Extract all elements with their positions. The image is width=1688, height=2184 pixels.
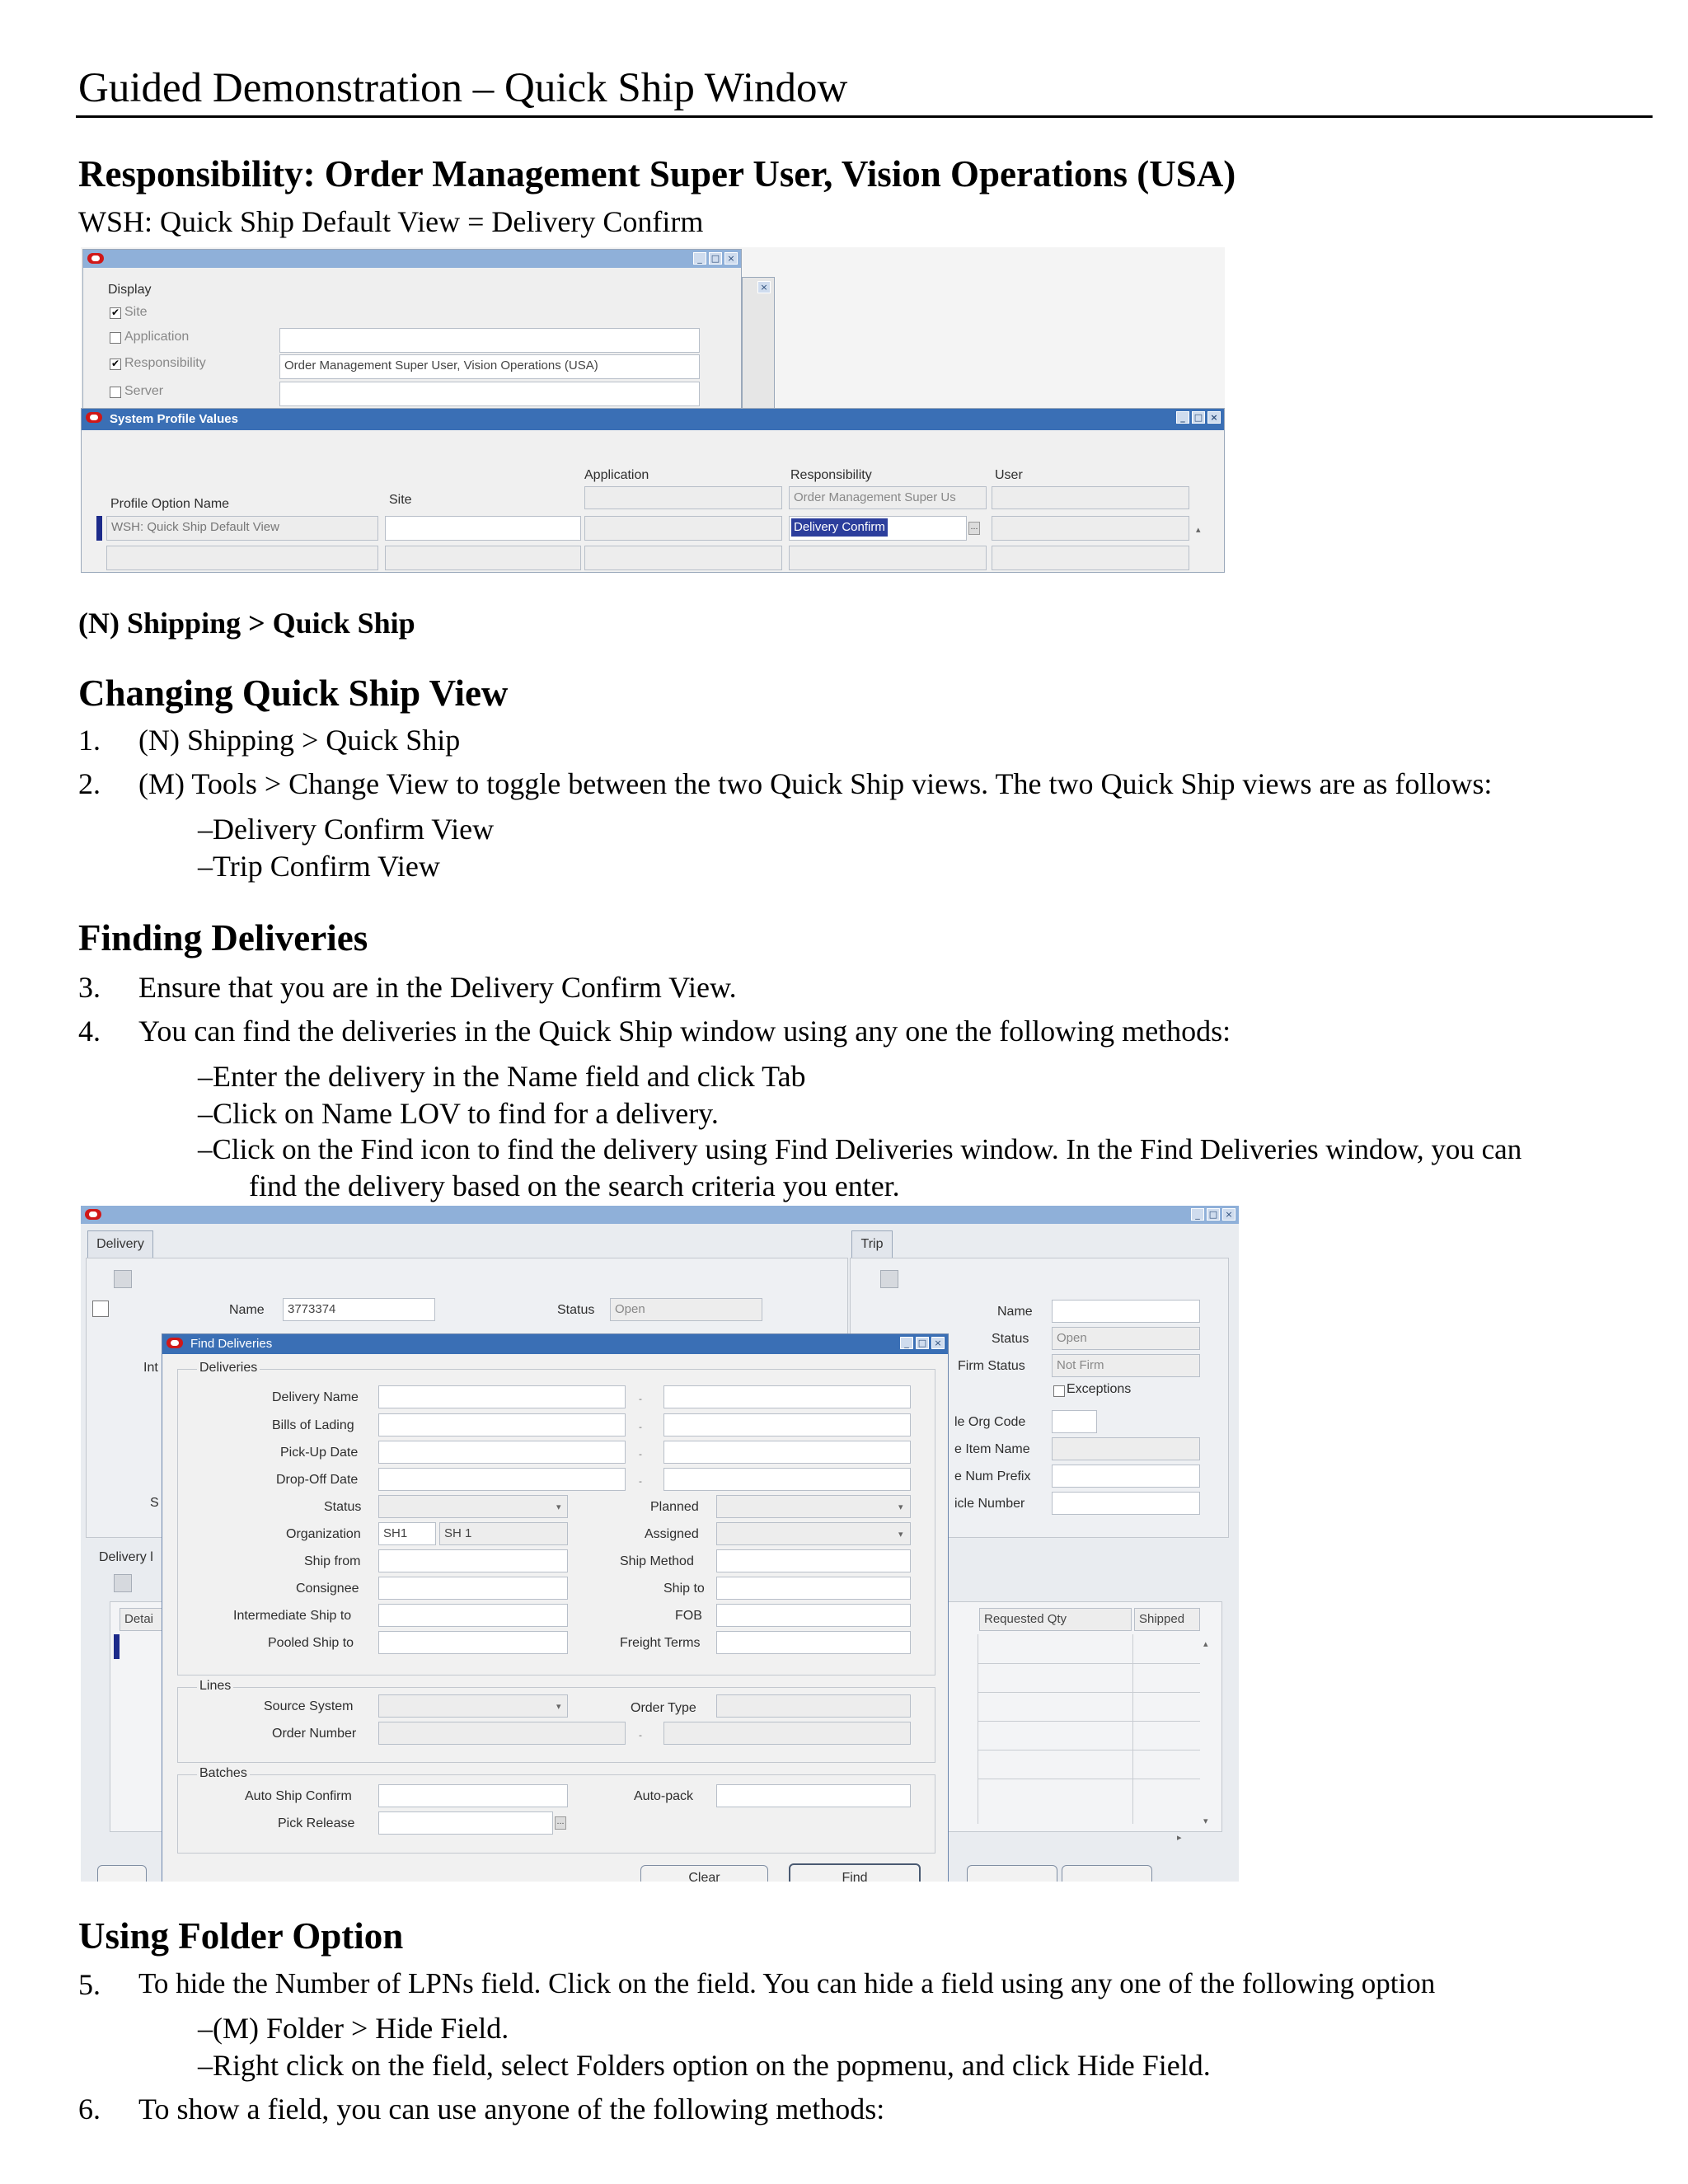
org-code-field[interactable]: [1052, 1410, 1097, 1433]
quick-ship-button[interactable]: [967, 1865, 1057, 1882]
ship-from-field[interactable]: [378, 1549, 568, 1572]
assigned-label: Assigned: [645, 1527, 699, 1541]
step-number: 2.: [78, 767, 101, 800]
quick-ship-titlebar: [81, 1206, 1239, 1224]
navigation-path: (N) Shipping > Quick Ship: [78, 607, 415, 640]
intermediate-ship-to-label: Intermediate Ship to: [233, 1609, 352, 1623]
minimize-icon[interactable]: _: [900, 1337, 913, 1349]
ship-to-label: Ship to: [663, 1582, 705, 1596]
consignee-field[interactable]: [378, 1577, 568, 1600]
step-text: Ensure that you are in the Delivery Confirm View.: [138, 971, 737, 1004]
find-profile-window: [82, 249, 742, 414]
scroll-down-icon[interactable]: ▾: [1203, 1816, 1208, 1826]
responsibility-value-selected: Delivery Confirm: [791, 518, 888, 537]
order-type-field[interactable]: [716, 1694, 911, 1718]
step-text: You can find the deliveries in the Quick Ship window using any one the following methods:: [138, 1015, 1231, 1047]
chevron-down-icon[interactable]: ▾: [556, 1502, 561, 1512]
minimize-icon[interactable]: _: [693, 252, 706, 265]
order-number-to-field[interactable]: [663, 1722, 911, 1745]
item-name-label: e Item Name: [954, 1442, 1030, 1456]
bullet-continuation: find the delivery based on the search criteria you enter.: [249, 1169, 900, 1202]
bullet-item: –Enter the delivery in the Name field and click Tab: [198, 1060, 806, 1093]
ship-method-label: Ship Method: [620, 1554, 694, 1568]
assigned-select[interactable]: [716, 1522, 911, 1545]
section-heading-folder-option: Using Folder Option: [78, 1915, 404, 1957]
application-label: Application: [124, 330, 190, 344]
document-title: Guided Demonstration – Quick Ship Window: [78, 65, 848, 111]
pick-release-field[interactable]: [378, 1811, 553, 1835]
delivery-lines-label: Delivery l: [99, 1550, 153, 1564]
bullet-item: –Right click on the field, select Folders option on the popmenu, and click Hide Field.: [198, 2049, 1211, 2082]
delivery-name-field[interactable]: 3773374: [283, 1298, 435, 1321]
close-icon[interactable]: ×: [931, 1337, 945, 1349]
step-number: 4.: [78, 1015, 101, 1047]
fob-field[interactable]: [716, 1604, 911, 1627]
lov-button[interactable]: …: [968, 522, 980, 535]
server-label: Server: [124, 384, 164, 398]
responsibility-label: Responsibility: [124, 356, 206, 370]
trip-name-field[interactable]: [1052, 1300, 1200, 1323]
chevron-down-icon[interactable]: ▾: [898, 1502, 903, 1512]
row-divider: [978, 1692, 1200, 1693]
responsibility-checkbox[interactable]: ✔: [110, 358, 120, 369]
profile-option-name-field[interactable]: WSH: Quick Ship Default View: [106, 516, 378, 541]
chevron-down-icon[interactable]: ▾: [556, 1701, 561, 1712]
source-system-label: Source System: [264, 1699, 354, 1713]
ship-method-field[interactable]: [716, 1549, 911, 1572]
num-prefix-label: e Num Prefix: [954, 1469, 1031, 1483]
planned-select[interactable]: [716, 1495, 911, 1518]
oracle-logo-icon: [87, 253, 104, 264]
scroll-right-icon[interactable]: ▸: [1177, 1832, 1182, 1843]
status-label: Status: [324, 1500, 362, 1514]
auto-ship-confirm-label: Auto Ship Confirm: [245, 1789, 352, 1803]
range-dash: -: [639, 1394, 642, 1404]
step-text: (M) Tools > Change View to toggle between the two Quick Ship views. The two Quick Ship views are as follows:: [138, 767, 1493, 800]
close-icon[interactable]: ×: [1207, 411, 1221, 424]
folder-icon[interactable]: [880, 1270, 898, 1288]
delivery-name-label: Name: [229, 1303, 265, 1317]
site-checkbox[interactable]: ✔: [110, 307, 120, 318]
close-icon[interactable]: ×: [1222, 1208, 1236, 1221]
find-deliveries-titlebar: [162, 1334, 948, 1354]
bullet-item: –Delivery Confirm View: [198, 813, 495, 846]
pooled-ship-to-field[interactable]: [378, 1631, 568, 1654]
quick-ship-button[interactable]: [1062, 1865, 1152, 1882]
folder-icon[interactable]: [114, 1574, 132, 1592]
pooled-ship-to-label: Pooled Ship to: [268, 1636, 354, 1650]
maximize-icon[interactable]: □: [1207, 1208, 1220, 1221]
vehicle-number-field[interactable]: [1052, 1492, 1200, 1515]
pick-release-label: Pick Release: [278, 1816, 355, 1830]
site-column-header: Site: [389, 493, 412, 507]
user-column-header: User: [995, 468, 1023, 482]
delivery-name-from-field[interactable]: [378, 1385, 626, 1408]
screenshot-profile-values: [81, 247, 1225, 573]
item-name-field[interactable]: [1052, 1437, 1200, 1460]
responsibility-field[interactable]: Order Management Super User, Vision Operations (USA): [279, 354, 700, 379]
profile-option-name-header: Profile Option Name: [110, 497, 230, 511]
system-profile-titlebar: [82, 409, 1224, 430]
planned-label: Planned: [650, 1500, 699, 1514]
delivery-name-label: Delivery Name: [272, 1390, 359, 1404]
dropoff-date-to-field[interactable]: [663, 1468, 911, 1491]
auto-ship-confirm-field[interactable]: [378, 1784, 568, 1807]
responsibility-header-field[interactable]: Order Management Super Us: [789, 486, 987, 509]
system-profile-values-window: [81, 408, 1225, 573]
range-dash: -: [639, 1476, 642, 1487]
server-checkbox[interactable]: [110, 387, 121, 398]
firm-status-label: Firm Status: [958, 1359, 1025, 1373]
ship-from-label: Ship from: [304, 1554, 361, 1568]
pickup-date-from-field[interactable]: [378, 1441, 626, 1464]
exceptions-label: Exceptions: [1067, 1382, 1132, 1396]
maximize-icon[interactable]: □: [709, 252, 722, 265]
bills-of-lading-from-field[interactable]: [378, 1413, 626, 1436]
batches-group-label: Batches: [197, 1766, 250, 1781]
bullet-item: –Click on Name LOV to find for a delivery.: [198, 1097, 719, 1130]
step-text: To hide the Number of LPNs field. Click on the field. You can hide a field using any one of the following option: [138, 1967, 1436, 1999]
tab-trip[interactable]: Trip: [851, 1230, 893, 1258]
clear-button[interactable]: Clear: [640, 1865, 768, 1882]
responsibility-value-field[interactable]: [789, 516, 967, 541]
dropoff-date-label: Drop-Off Date: [276, 1473, 359, 1487]
freight-terms-label: Freight Terms: [620, 1636, 701, 1650]
site-value-field[interactable]: [385, 516, 581, 541]
bills-of-lading-to-field[interactable]: [663, 1413, 911, 1436]
trip-status-field[interactable]: Open: [1052, 1327, 1200, 1350]
server-field[interactable]: [279, 382, 700, 406]
application-checkbox[interactable]: [110, 332, 121, 344]
application-column-header: Application: [584, 468, 649, 482]
current-record-indicator: [114, 1634, 120, 1659]
step-number: 1.: [78, 724, 101, 757]
scroll-arrow-icon[interactable]: ▴: [1196, 524, 1201, 535]
user-value-field[interactable]: [992, 516, 1189, 541]
order-number-from-field[interactable]: [378, 1722, 626, 1745]
row-divider: [978, 1721, 1200, 1722]
find-profile-titlebar: [83, 250, 741, 268]
user-value-field-2[interactable]: [992, 546, 1189, 570]
trip-name-label: Name: [997, 1305, 1033, 1319]
fob-label: FOB: [675, 1609, 702, 1623]
status-select[interactable]: [378, 1495, 568, 1518]
freight-terms-field[interactable]: [716, 1631, 911, 1654]
int-label-fragment: Int: [143, 1361, 158, 1375]
delivery-name-to-field[interactable]: [663, 1385, 911, 1408]
chevron-down-icon[interactable]: ▾: [898, 1529, 903, 1540]
shipped-header: Shipped: [1134, 1608, 1200, 1631]
screenshot-find-deliveries: [81, 1206, 1239, 1882]
site-label: Site: [124, 305, 148, 319]
s-label-fragment: S: [150, 1496, 159, 1510]
delivery-status-label: Status: [557, 1303, 595, 1317]
lines-group-label: Lines: [197, 1679, 233, 1694]
delivery-select-box[interactable]: [92, 1301, 109, 1317]
bills-of-lading-label: Bills of Lading: [272, 1418, 354, 1432]
pickup-date-to-field[interactable]: [663, 1441, 911, 1464]
deliveries-group-label: Deliveries: [197, 1361, 260, 1376]
window-title: Find Deliveries: [190, 1337, 273, 1351]
bullet-item: –Trip Confirm View: [198, 850, 440, 883]
profile-option-name-field-2[interactable]: [106, 546, 378, 570]
section-heading-changing-view: Changing Quick Ship View: [78, 673, 509, 714]
responsibility-heading: Responsibility: Order Management Super User, Vision Operations (USA): [78, 153, 1236, 194]
step-number: 3.: [78, 971, 101, 1004]
application-value-field[interactable]: [584, 516, 782, 541]
range-dash: -: [639, 1422, 642, 1432]
close-icon[interactable]: ×: [724, 252, 738, 265]
organization-name-field[interactable]: SH 1: [439, 1522, 568, 1545]
dropoff-date-from-field[interactable]: [378, 1468, 626, 1491]
organization-code-field[interactable]: SH1: [378, 1522, 436, 1545]
maximize-icon[interactable]: □: [916, 1337, 929, 1349]
display-label: Display: [108, 283, 152, 297]
organization-label: Organization: [286, 1527, 361, 1541]
range-dash: -: [639, 1449, 642, 1460]
step-text: To show a field, you can use anyone of the following methods:: [138, 2093, 885, 2125]
bullet-item: –(M) Folder > Hide Field.: [198, 2012, 509, 2045]
step-number: 6.: [78, 2093, 101, 2125]
auto-pack-label: Auto-pack: [634, 1789, 694, 1803]
intermediate-ship-to-field[interactable]: [378, 1604, 568, 1627]
vehicle-number-label: icle Number: [954, 1497, 1025, 1511]
close-icon[interactable]: ×: [757, 281, 771, 293]
order-number-label: Order Number: [272, 1727, 357, 1741]
range-dash: -: [639, 1730, 642, 1741]
tab-delivery[interactable]: Delivery: [87, 1230, 153, 1258]
site-value-field-2[interactable]: [385, 546, 581, 570]
oracle-logo-icon: [166, 1338, 183, 1348]
responsibility-value-field-2[interactable]: [789, 546, 987, 570]
quick-ship-button[interactable]: [97, 1865, 147, 1882]
step-text: (N) Shipping > Quick Ship: [138, 724, 461, 757]
responsibility-column-header: Responsibility: [790, 468, 872, 482]
section-heading-finding-deliveries: Finding Deliveries: [78, 917, 368, 958]
step-number: 5.: [78, 1968, 101, 2001]
maximize-icon[interactable]: □: [1192, 411, 1205, 424]
folder-icon[interactable]: [114, 1270, 132, 1288]
firm-status-field[interactable]: Not Firm: [1052, 1354, 1200, 1377]
window-title: System Profile Values: [110, 412, 238, 426]
profile-setting-text: WSH: Quick Ship Default View = Delivery Confirm: [78, 205, 704, 238]
find-button[interactable]: Find: [789, 1863, 921, 1882]
application-field[interactable]: [279, 328, 700, 353]
oracle-logo-icon: [85, 1209, 101, 1220]
minimize-icon[interactable]: _: [1191, 1208, 1204, 1221]
title-divider: [76, 115, 1653, 118]
source-system-select[interactable]: [378, 1694, 568, 1718]
pickup-date-label: Pick-Up Date: [280, 1446, 359, 1460]
user-header-field[interactable]: [992, 486, 1189, 509]
consignee-label: Consignee: [296, 1582, 359, 1596]
current-record-indicator: [96, 516, 102, 541]
exceptions-checkbox[interactable]: [1053, 1385, 1065, 1397]
auto-pack-field[interactable]: [716, 1784, 911, 1807]
org-code-label: le Org Code: [954, 1415, 1026, 1429]
minimize-icon[interactable]: _: [1176, 411, 1189, 424]
trip-status-label: Status: [992, 1332, 1029, 1346]
application-value-field-2[interactable]: [584, 546, 782, 570]
delivery-status-field[interactable]: Open: [610, 1298, 762, 1321]
detail-column-header: Detai: [120, 1608, 169, 1631]
application-header-field[interactable]: [584, 486, 782, 509]
scroll-up-icon[interactable]: ▴: [1203, 1638, 1208, 1649]
find-deliveries-window: [162, 1333, 949, 1882]
oracle-logo-icon: [86, 412, 102, 423]
bullet-item: –Click on the Find icon to find the delivery using Find Deliveries window. In the Find Deliveries window, you can: [198, 1133, 1522, 1165]
lov-button[interactable]: …: [555, 1816, 566, 1830]
requested-qty-header: Requested Qty: [979, 1608, 1132, 1631]
row-divider: [978, 1663, 1200, 1664]
order-type-label: Order Type: [631, 1701, 696, 1715]
ship-to-field[interactable]: [716, 1577, 911, 1600]
num-prefix-field[interactable]: [1052, 1465, 1200, 1488]
back-window-edge: [742, 277, 775, 409]
